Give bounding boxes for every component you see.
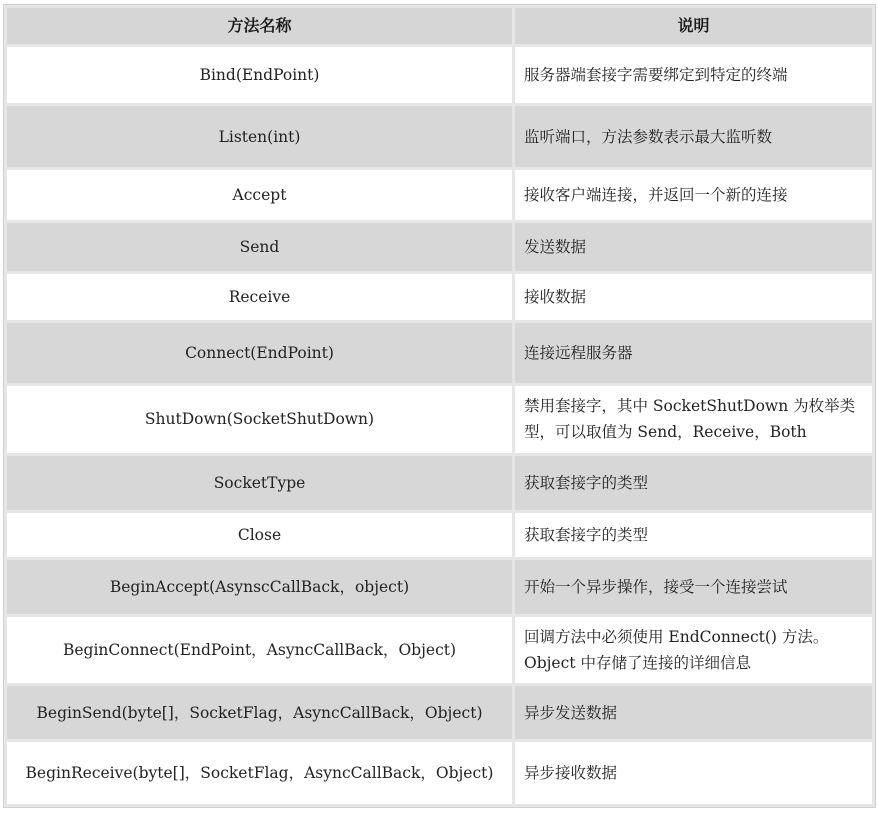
methods-table — [4, 5, 875, 807]
description-cell: 开始一个异步操作，接受一个连接尝试 — [515, 560, 872, 614]
method-name-cell: BeginReceive(byte[]，SocketFlag，AsyncCallBack，Object) — [7, 742, 512, 804]
description-cell: 获取套接字的类型 — [515, 456, 872, 510]
description-cell: 禁用套接字，其中 SocketShutDown 为枚举类型，可以取值为 Send，Receive，Both — [515, 386, 872, 452]
method-name-cell: ShutDown(SocketShutDown) — [7, 386, 512, 452]
table-row — [7, 617, 872, 683]
methods-table-container — [3, 4, 876, 808]
description-cell: 异步发送数据 — [515, 686, 872, 738]
table-row — [7, 386, 872, 452]
method-name-cell: Accept — [7, 170, 512, 219]
description-cell: 连接远程服务器 — [515, 323, 872, 383]
table-row — [7, 47, 872, 103]
table-row — [7, 513, 872, 557]
method-name-cell: Listen(int) — [7, 106, 512, 167]
method-name-cell: BeginConnect(EndPoint，AsyncCallBack，Object) — [7, 617, 512, 683]
description-cell: 接收数据 — [515, 274, 872, 320]
description-cell: 异步接收数据 — [515, 742, 872, 804]
method-name-cell: Send — [7, 223, 512, 271]
method-name-cell: Close — [7, 513, 512, 557]
table-row — [7, 170, 872, 219]
description-cell: 服务器端套接字需要绑定到特定的终端 — [515, 47, 872, 103]
header-description: 说明 — [515, 8, 872, 44]
description-cell: 发送数据 — [515, 223, 872, 271]
table-row — [7, 686, 872, 738]
table-row — [7, 323, 872, 383]
method-name-cell: Connect(EndPoint) — [7, 323, 512, 383]
description-cell: 回调方法中必须使用 EndConnect() 方法。Object 中存储了连接的详细信息 — [515, 617, 872, 683]
table-row — [7, 274, 872, 320]
description-cell: 监听端口，方法参数表示最大监听数 — [515, 106, 872, 167]
method-name-cell: BeginSend(byte[]，SocketFlag，AsyncCallBack，Object) — [7, 686, 512, 738]
table-row — [7, 560, 872, 614]
method-name-cell: Bind(EndPoint) — [7, 47, 512, 103]
description-cell: 获取套接字的类型 — [515, 513, 872, 557]
table-row — [7, 742, 872, 804]
table-header-row — [7, 8, 872, 44]
table-row — [7, 106, 872, 167]
table-row — [7, 223, 872, 271]
method-name-cell: BeginAccept(AsynscCallBack，object) — [7, 560, 512, 614]
table-row — [7, 456, 872, 510]
method-name-cell: SocketType — [7, 456, 512, 510]
method-name-cell: Receive — [7, 274, 512, 320]
description-cell: 接收客户端连接，并返回一个新的连接 — [515, 170, 872, 219]
header-method-name: 方法名称 — [7, 8, 512, 44]
